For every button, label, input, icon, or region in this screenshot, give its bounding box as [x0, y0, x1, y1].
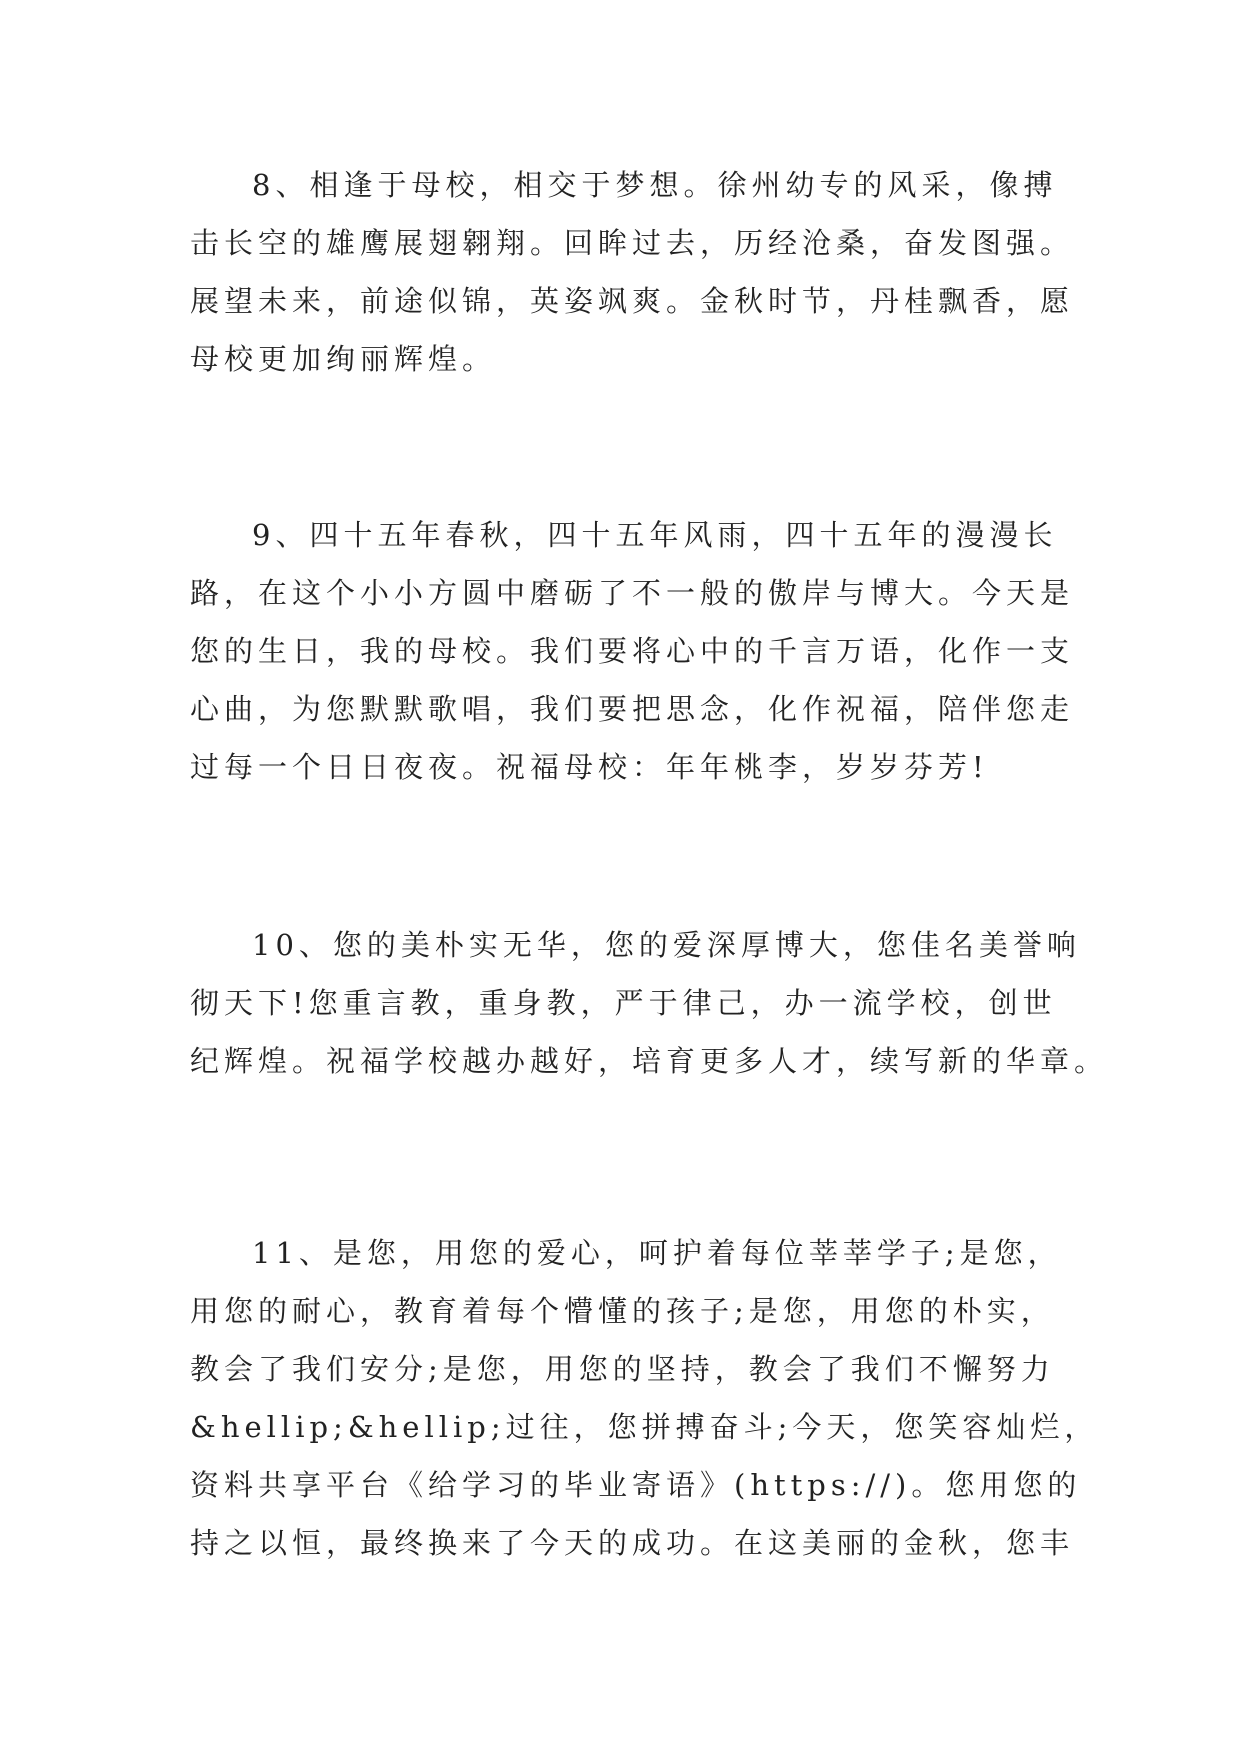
paragraph-line: 路，在这个小小方圆中磨砺了不一般的傲岸与博大。今天是 — [190, 576, 1075, 610]
paragraph-10 — [190, 916, 1109, 1090]
paragraph-line: 8、相逢于母校，相交于梦想。徐州幼专的风采，像搏 — [252, 168, 1058, 202]
paragraph-line: 教会了我们安分;是您，用您的坚持，教会了我们不懈努力 — [190, 1352, 1055, 1386]
paragraph-line: 用您的耐心，教育着每个懵懂的孩子;是您，用您的朴实， — [190, 1294, 1055, 1328]
paragraph-11 — [190, 1224, 1099, 1572]
paragraph-line: 11、是您，用您的爱心，呵护着每位莘莘学子;是您， — [252, 1236, 1062, 1270]
paragraph-line: 10、您的美朴实无华，您的爱深厚博大，您佳名美誉响 — [252, 928, 1081, 962]
paragraph-8 — [190, 156, 1075, 388]
paragraph-line: 心曲，为您默默歌唱，我们要把思念，化作祝福，陪伴您走 — [190, 692, 1075, 726]
paragraph-line: &hellip;&hellip;过往，您拼搏奋斗;今天，您笑容灿烂， — [190, 1410, 1099, 1444]
paragraph-line: 您的生日，我的母校。我们要将心中的千言万语，化作一支 — [190, 634, 1075, 668]
paragraph-line: 击长空的雄鹰展翅翱翔。回眸过去，历经沧桑，奋发图强。 — [190, 226, 1075, 260]
paragraph-line: 纪辉煌。祝福学校越办越好，培育更多人才，续写新的华章。 — [190, 1044, 1109, 1078]
paragraph-line: 展望未来，前途似锦，英姿飒爽。金秋时节，丹桂飘香，愿 — [190, 284, 1075, 318]
paragraph-line: 9、四十五年春秋，四十五年风雨，四十五年的漫漫长 — [252, 518, 1058, 552]
paragraph-line: 过每一个日日夜夜。祝福母校：年年桃李，岁岁芬芳! — [190, 750, 989, 784]
paragraph-line: 母校更加绚丽辉煌。 — [190, 342, 497, 376]
paragraph-line: 彻天下!您重言教，重身教，严于律己，办一流学校，创世 — [190, 986, 1057, 1020]
paragraph-line: 资料共享平台《给学习的毕业寄语》(https://)。您用您的 — [190, 1468, 1082, 1502]
paragraph-line: 持之以恒，最终换来了今天的成功。在这美丽的金秋，您丰 — [190, 1526, 1075, 1560]
paragraph-9 — [190, 506, 1075, 796]
